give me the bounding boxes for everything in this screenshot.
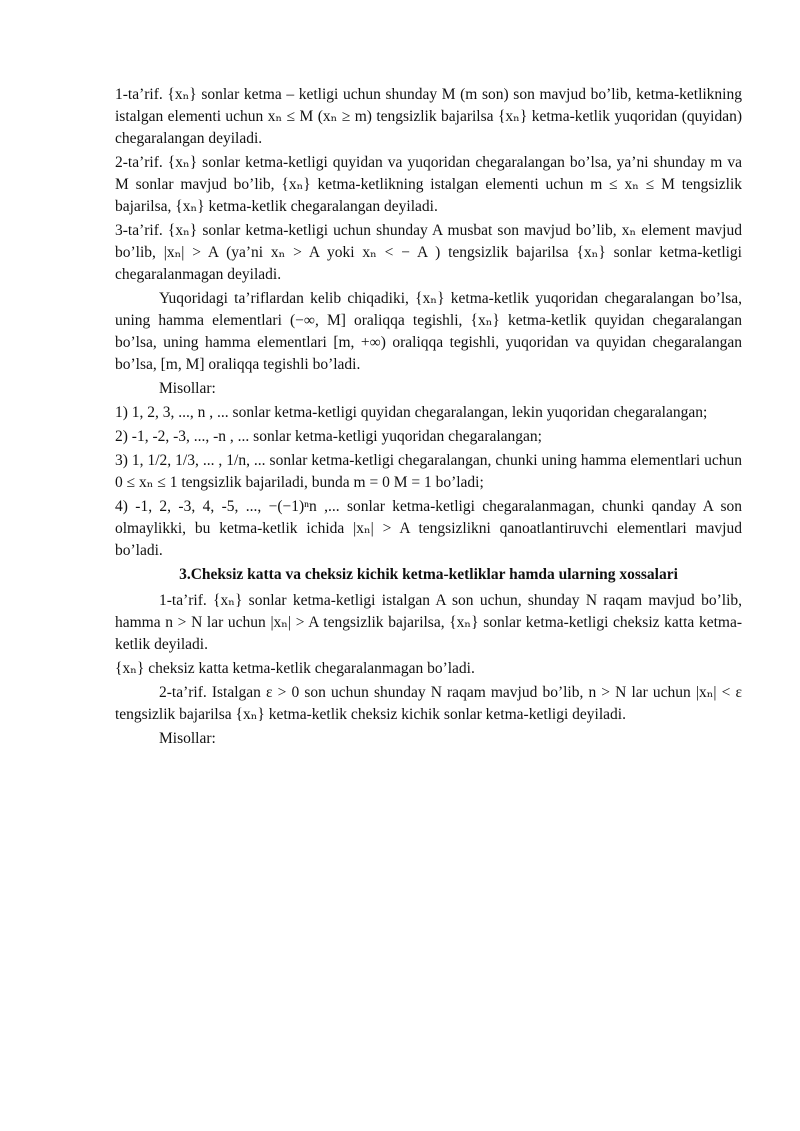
definition-infinite-small: 2-ta’rif. Istalgan ε > 0 son uchun shunday N raqam mavjud bo’lib, n > N lar uchun |xₙ| < ε tengsizlik bajarilsa {xₙ} ketma-ketlik cheksiz kichik sonlar ketma-ketligi deyiladi.: [115, 684, 742, 723]
example-2: 2) -1, -2, -3, ..., -n , ... sonlar ketma-ketligi yuqoridan chegaralangan;: [115, 428, 542, 445]
example-3: 3) 1, 1/2, 1/3, ... , 1/n, ... sonlar ketma-ketligi chegaralangan, chunki uning hamma elementlari uchun 0 ≤ xₙ ≤ 1 tengsizlik bajariladi, bunda m = 0 M = 1 bo’ladi;: [115, 452, 742, 491]
example-1: 1) 1, 2, 3, ..., n , ... sonlar ketma-ketligi quyidan chegaralangan, lekin yuqoridan chegaralangan;: [115, 404, 708, 421]
section-heading: 3.Cheksiz katta va cheksiz kichik ketma-ketliklar hamda ularning xossalari: [179, 566, 678, 583]
remark-unbounded: {xₙ} cheksiz katta ketma-ketlik chegaralanmagan bo’ladi.: [115, 660, 475, 677]
definition-infinite-large: 1-ta’rif. {xₙ} sonlar ketma-ketligi istalgan A son uchun, shunday N raqam mavjud bo’lib, hamma n > N lar uchun |xₙ| > A tengsizlik bajarilsa, {xₙ} sonlar ketma-ketligi cheksiz katta ketma-ketlik deyiladi.: [115, 592, 742, 653]
document-page: [115, 84, 742, 752]
examples-label-2: Misollar:: [159, 730, 216, 747]
definition-3: 3-ta’rif. {xₙ} sonlar ketma-ketligi uchun shunday A musbat son mavjud bo’lib, xₙ element mavjud bo’lib, |xₙ| > A (ya’ni xₙ > A yoki xₙ < − A ) tengsizlik bajarilsa {xₙ} sonlar ketma-ketligi chegaralanmagan deyiladi.: [115, 222, 742, 283]
definition-2: 2-ta’rif. {xₙ} sonlar ketma-ketligi quyidan va yuqoridan chegaralangan bo’lsa, ya’ni shunday m va M sonlar mavjud bo’lib, {xₙ} ketma-ketlikning istalgan elementi uchun m ≤ xₙ ≤ M tengsizlik bajarilsa, {xₙ} ketma-ketlik chegaralangan deyiladi.: [115, 154, 742, 215]
summary-paragraph: Yuqoridagi ta’riflardan kelib chiqadiki, {xₙ} ketma-ketlik yuqoridan chegaralangan bo’lsa, uning hamma elementlari (−∞, M] oraliqqa tegishli, {xₙ} ketma-ketlik quyidan chegaralangan bo’lsa, uning hamma elementlari [m, +∞) oraliqqa tegishli, yuqoridan va quyidan chegaralangan bo’lsa, [m, M] oraliqqa tegishli bo’ladi.: [115, 290, 742, 373]
example-4: 4) -1, 2, -3, 4, -5, ..., −(−1)ⁿn ,... sonlar ketma-ketligi chegaralanmagan, chunki qanday A son olmaylikki, bu ketma-ketlik ichida |xₙ| > A tengsizlikni qanoatlantiruvchi elementlari mavjud bo’ladi.: [115, 498, 742, 559]
examples-label-1: Misollar:: [159, 380, 216, 397]
definition-1: 1-ta’rif. {xₙ} sonlar ketma – ketligi uchun shunday M (m son) son mavjud bo’lib, ketma-ketlikning istalgan elementi uchun xₙ ≤ M (xₙ ≥ m) tengsizlik bajarilsa {xₙ} ketma-ketlik yuqoridan (quyidan) chegaralangan deyiladi.: [115, 86, 742, 147]
